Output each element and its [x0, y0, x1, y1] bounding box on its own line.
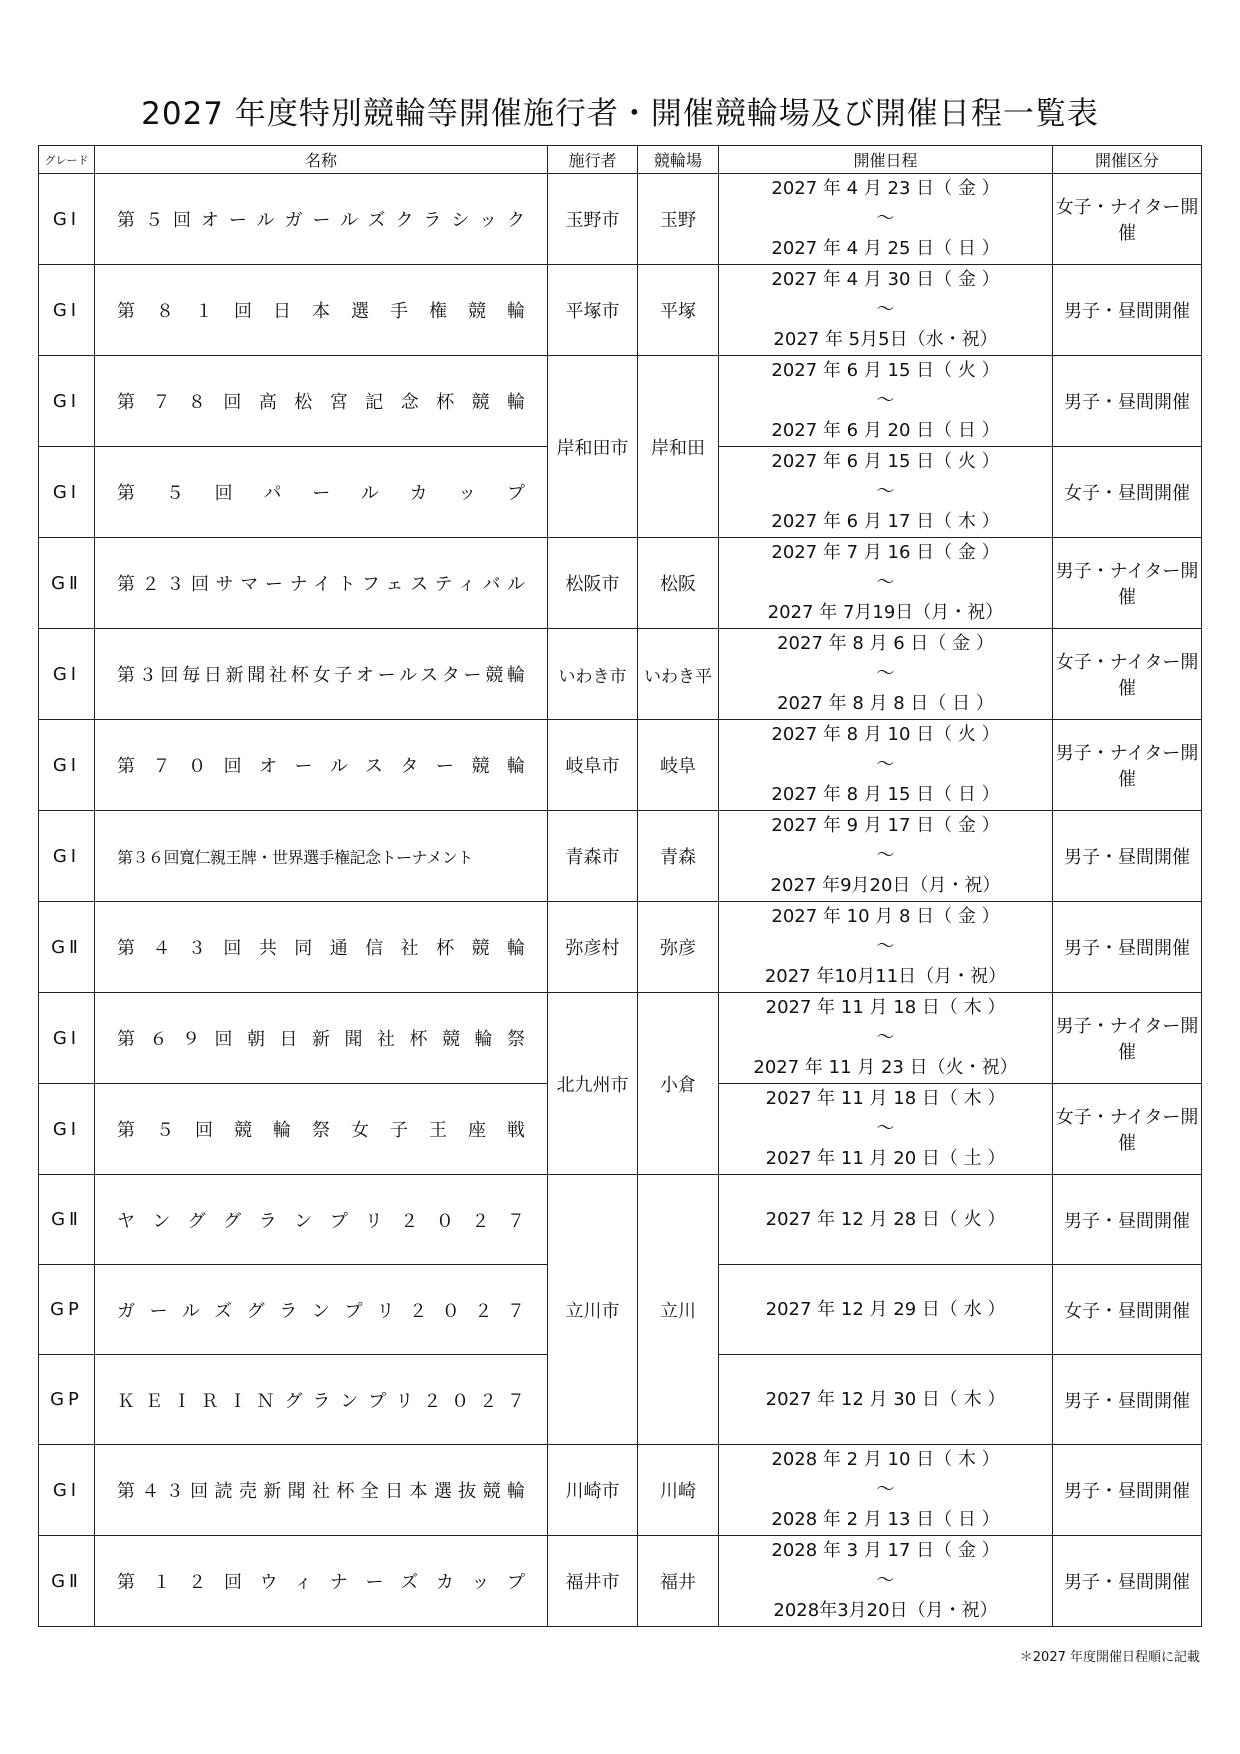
event-name-cell: ＫＥＩＲＩＮグランプリ２０２７ [95, 1355, 548, 1445]
date-cell [719, 1355, 1053, 1445]
grade-cell: GP [39, 1265, 95, 1355]
header-grade: グレード [39, 146, 95, 174]
date-cell [719, 1175, 1053, 1265]
page-title: 2027 年度特別競輪等開催施行者・開催競輪場及び開催日程一覧表 [141, 96, 1099, 132]
date-start: 2027 年 6 月 15 日（ 火 ） [771, 360, 1000, 381]
category-cell: 女子・ナイター開催 [1053, 1084, 1202, 1175]
grade-cell: GⅡ [39, 538, 95, 629]
date-end: 2027 年 6 月 20 日（ 日 ） [771, 420, 1000, 441]
date-tilde: ～ [876, 845, 895, 866]
category-cell: 男子・ナイター開催 [1053, 538, 1202, 629]
header-row [39, 146, 1202, 174]
date-end: 2027 年 11 月 20 日（ 土 ） [765, 1148, 1006, 1169]
grade-cell: GⅠ [39, 356, 95, 447]
date-start: 2027 年 6 月 15 日（ 火 ） [771, 451, 1000, 472]
date-cell [719, 1445, 1053, 1536]
category-cell: 男子・昼間開催 [1053, 1355, 1202, 1445]
date-end: 2027 年9月20日（月・祝） [770, 875, 1001, 896]
grade-cell: GⅠ [39, 1084, 95, 1175]
date-tilde: ～ [876, 754, 895, 775]
category-cell: 男子・昼間開催 [1053, 356, 1202, 447]
grade-cell: GP [39, 1355, 95, 1445]
event-name-cell: 第３６回寬仁親王牌・世界選手権記念トーナメント [95, 811, 548, 902]
venue-cell: 岸和田 [638, 356, 719, 538]
organizer-cell: 弥彦村 [548, 902, 638, 993]
footnote: ＊2027 年度開催日程順に記載 [1019, 1650, 1200, 1665]
date-cell [719, 629, 1053, 720]
date-start: 2028 年 2 月 10 日（ 木 ） [771, 1449, 1000, 1470]
date-end: 2027 年 6 月 17 日（ 木 ） [771, 511, 1000, 532]
grade-cell: GⅠ [39, 174, 95, 265]
date-tilde: ～ [876, 1027, 895, 1048]
event-name-cell: 第２３回サマーナイトフェスティバル [95, 538, 548, 629]
venue-cell: 福井 [638, 1536, 719, 1627]
date-tilde: ～ [876, 1570, 895, 1591]
date-start: 2027 年 10 月 8 日（ 金 ） [771, 906, 1000, 927]
date-tilde: ～ [876, 481, 895, 502]
organizer-cell: 松阪市 [548, 538, 638, 629]
event-name-cell: 第３回毎日新聞社杯女子オールスター競輪 [95, 629, 548, 720]
category-cell: 男子・昼間開催 [1053, 265, 1202, 356]
organizer-cell: 岸和田市 [548, 356, 638, 538]
date-end: 2027 年 5月5日（水・祝） [773, 329, 998, 350]
date-tilde: ～ [876, 663, 895, 684]
date-start: 2027 年 9 月 17 日（ 金 ） [771, 815, 1000, 836]
grade-cell: GⅠ [39, 447, 95, 538]
date-single: 2027 年 12 月 29 日（ 水 ） [765, 1298, 1006, 1320]
event-name-cell: 第５回競輪祭女子王座戦 [95, 1084, 548, 1175]
event-name-cell: 第７０回オールスター競輪 [95, 720, 548, 811]
category-cell: 男子・ナイター開催 [1053, 720, 1202, 811]
date-tilde: ～ [876, 572, 895, 593]
category-cell: 男子・昼間開催 [1053, 1175, 1202, 1265]
venue-cell: 岐阜 [638, 720, 719, 811]
grade-cell: GⅠ [39, 629, 95, 720]
date-start: 2027 年 8 月 6 日（ 金 ） [777, 633, 994, 654]
date-cell [719, 174, 1053, 265]
table-row [39, 993, 1202, 1084]
event-name-cell: 第１２回ウィナーズカップ [95, 1536, 548, 1627]
date-start: 2027 年 4 月 30 日（ 金 ） [771, 269, 1000, 290]
organizer-cell: 川崎市 [548, 1445, 638, 1536]
venue-cell: 立川 [638, 1175, 719, 1445]
date-end: 2027 年 4 月 25 日（ 日 ） [771, 238, 1000, 259]
table-row [39, 265, 1202, 356]
venue-cell: 玉野 [638, 174, 719, 265]
table-row [39, 902, 1202, 993]
date-cell [719, 1084, 1053, 1175]
event-name-cell: 第７８回高松宮記念杯競輪 [95, 356, 548, 447]
date-end: 2027 年 8 月 8 日（ 日 ） [777, 693, 994, 714]
date-cell [719, 447, 1053, 538]
grade-cell: GⅡ [39, 1175, 95, 1265]
event-name-cell: 第５回オールガールズクラシック [95, 174, 548, 265]
date-tilde: ～ [876, 390, 895, 411]
header-category: 開催区分 [1053, 146, 1202, 174]
header-venue: 競輪場 [638, 146, 719, 174]
date-end: 2027 年 8 月 15 日（ 日 ） [771, 784, 1000, 805]
venue-cell: いわき平 [638, 629, 719, 720]
date-single: 2027 年 12 月 28 日（ 火 ） [765, 1208, 1006, 1230]
header-organizer: 施行者 [548, 146, 638, 174]
organizer-cell: いわき市 [548, 629, 638, 720]
grade-cell: GⅠ [39, 1445, 95, 1536]
event-name-cell: ガールズグランプリ２０２７ [95, 1265, 548, 1355]
venue-cell: 松阪 [638, 538, 719, 629]
date-cell [719, 356, 1053, 447]
venue-cell: 小倉 [638, 993, 719, 1175]
date-start: 2028 年 3 月 17 日（ 金 ） [771, 1540, 1000, 1561]
grade-cell: GⅡ [39, 1536, 95, 1627]
category-cell: 男子・昼間開催 [1053, 811, 1202, 902]
grade-cell: GⅠ [39, 811, 95, 902]
category-cell: 女子・昼間開催 [1053, 447, 1202, 538]
table-row [39, 629, 1202, 720]
date-tilde: ～ [876, 936, 895, 957]
category-cell: 男子・ナイター開催 [1053, 993, 1202, 1084]
date-cell [719, 811, 1053, 902]
date-tilde: ～ [876, 208, 895, 229]
table-row [39, 538, 1202, 629]
grade-cell: GⅡ [39, 902, 95, 993]
header-name: 名称 [95, 146, 548, 174]
table-row [39, 1445, 1202, 1536]
date-cell [719, 538, 1053, 629]
date-single: 2027 年 12 月 30 日（ 木 ） [765, 1388, 1006, 1410]
date-cell [719, 902, 1053, 993]
event-name-cell: 第５回パールカップ [95, 447, 548, 538]
date-cell [719, 993, 1053, 1084]
event-name-cell: 第４３回共同通信社杯競輪 [95, 902, 548, 993]
grade-cell: GⅠ [39, 265, 95, 356]
date-tilde: ～ [876, 299, 895, 320]
organizer-cell: 岐阜市 [548, 720, 638, 811]
table-row [39, 174, 1202, 265]
date-end: 2028年3月20日（月・祝） [773, 1600, 998, 1621]
table-row [39, 356, 1202, 447]
organizer-cell: 福井市 [548, 1536, 638, 1627]
organizer-cell: 平塚市 [548, 265, 638, 356]
date-cell [719, 1265, 1053, 1355]
header-dates: 開催日程 [719, 146, 1053, 174]
event-name-cell: 第４３回読売新聞社杯全日本選抜競輪 [95, 1445, 548, 1536]
organizer-cell: 玉野市 [548, 174, 638, 265]
table-row [39, 811, 1202, 902]
date-tilde: ～ [876, 1479, 895, 1500]
date-cell [719, 1536, 1053, 1627]
category-cell: 女子・ナイター開催 [1053, 174, 1202, 265]
date-cell [719, 265, 1053, 356]
category-cell: 男子・昼間開催 [1053, 1536, 1202, 1627]
date-end: 2027 年 11 月 23 日（火・祝） [753, 1057, 1018, 1078]
organizer-cell: 北九州市 [548, 993, 638, 1175]
date-end: 2028 年 2 月 13 日（ 日 ） [771, 1509, 1000, 1530]
date-end: 2027 年10月11日（月・祝） [764, 966, 1007, 987]
date-tilde: ～ [876, 1118, 895, 1139]
event-name-cell: 第６９回朝日新聞社杯競輪祭 [95, 993, 548, 1084]
category-cell: 女子・ナイター開催 [1053, 629, 1202, 720]
date-start: 2027 年 4 月 23 日（ 金 ） [771, 178, 1000, 199]
table-row [39, 1175, 1202, 1265]
event-name-cell: 第８１回日本選手権競輪 [95, 265, 548, 356]
grade-cell: GⅠ [39, 720, 95, 811]
venue-cell: 川崎 [638, 1445, 719, 1536]
schedule-table [38, 145, 1202, 1627]
date-start: 2027 年 11 月 18 日（ 木 ） [765, 997, 1006, 1018]
venue-cell: 平塚 [638, 265, 719, 356]
table-row [39, 720, 1202, 811]
event-name-cell: ヤンググランプリ２０２７ [95, 1175, 548, 1265]
grade-cell: GⅠ [39, 993, 95, 1084]
organizer-cell: 立川市 [548, 1175, 638, 1445]
organizer-cell: 青森市 [548, 811, 638, 902]
table-row [39, 1536, 1202, 1627]
date-start: 2027 年 11 月 18 日（ 木 ） [765, 1088, 1006, 1109]
venue-cell: 青森 [638, 811, 719, 902]
category-cell: 男子・昼間開催 [1053, 1445, 1202, 1536]
date-start: 2027 年 8 月 10 日（ 火 ） [771, 724, 1000, 745]
date-end: 2027 年 7月19日（月・祝） [767, 602, 1004, 623]
venue-cell: 弥彦 [638, 902, 719, 993]
date-start: 2027 年 7 月 16 日（ 金 ） [771, 542, 1000, 563]
category-cell: 女子・昼間開催 [1053, 1265, 1202, 1355]
category-cell: 男子・昼間開催 [1053, 902, 1202, 993]
date-cell [719, 720, 1053, 811]
